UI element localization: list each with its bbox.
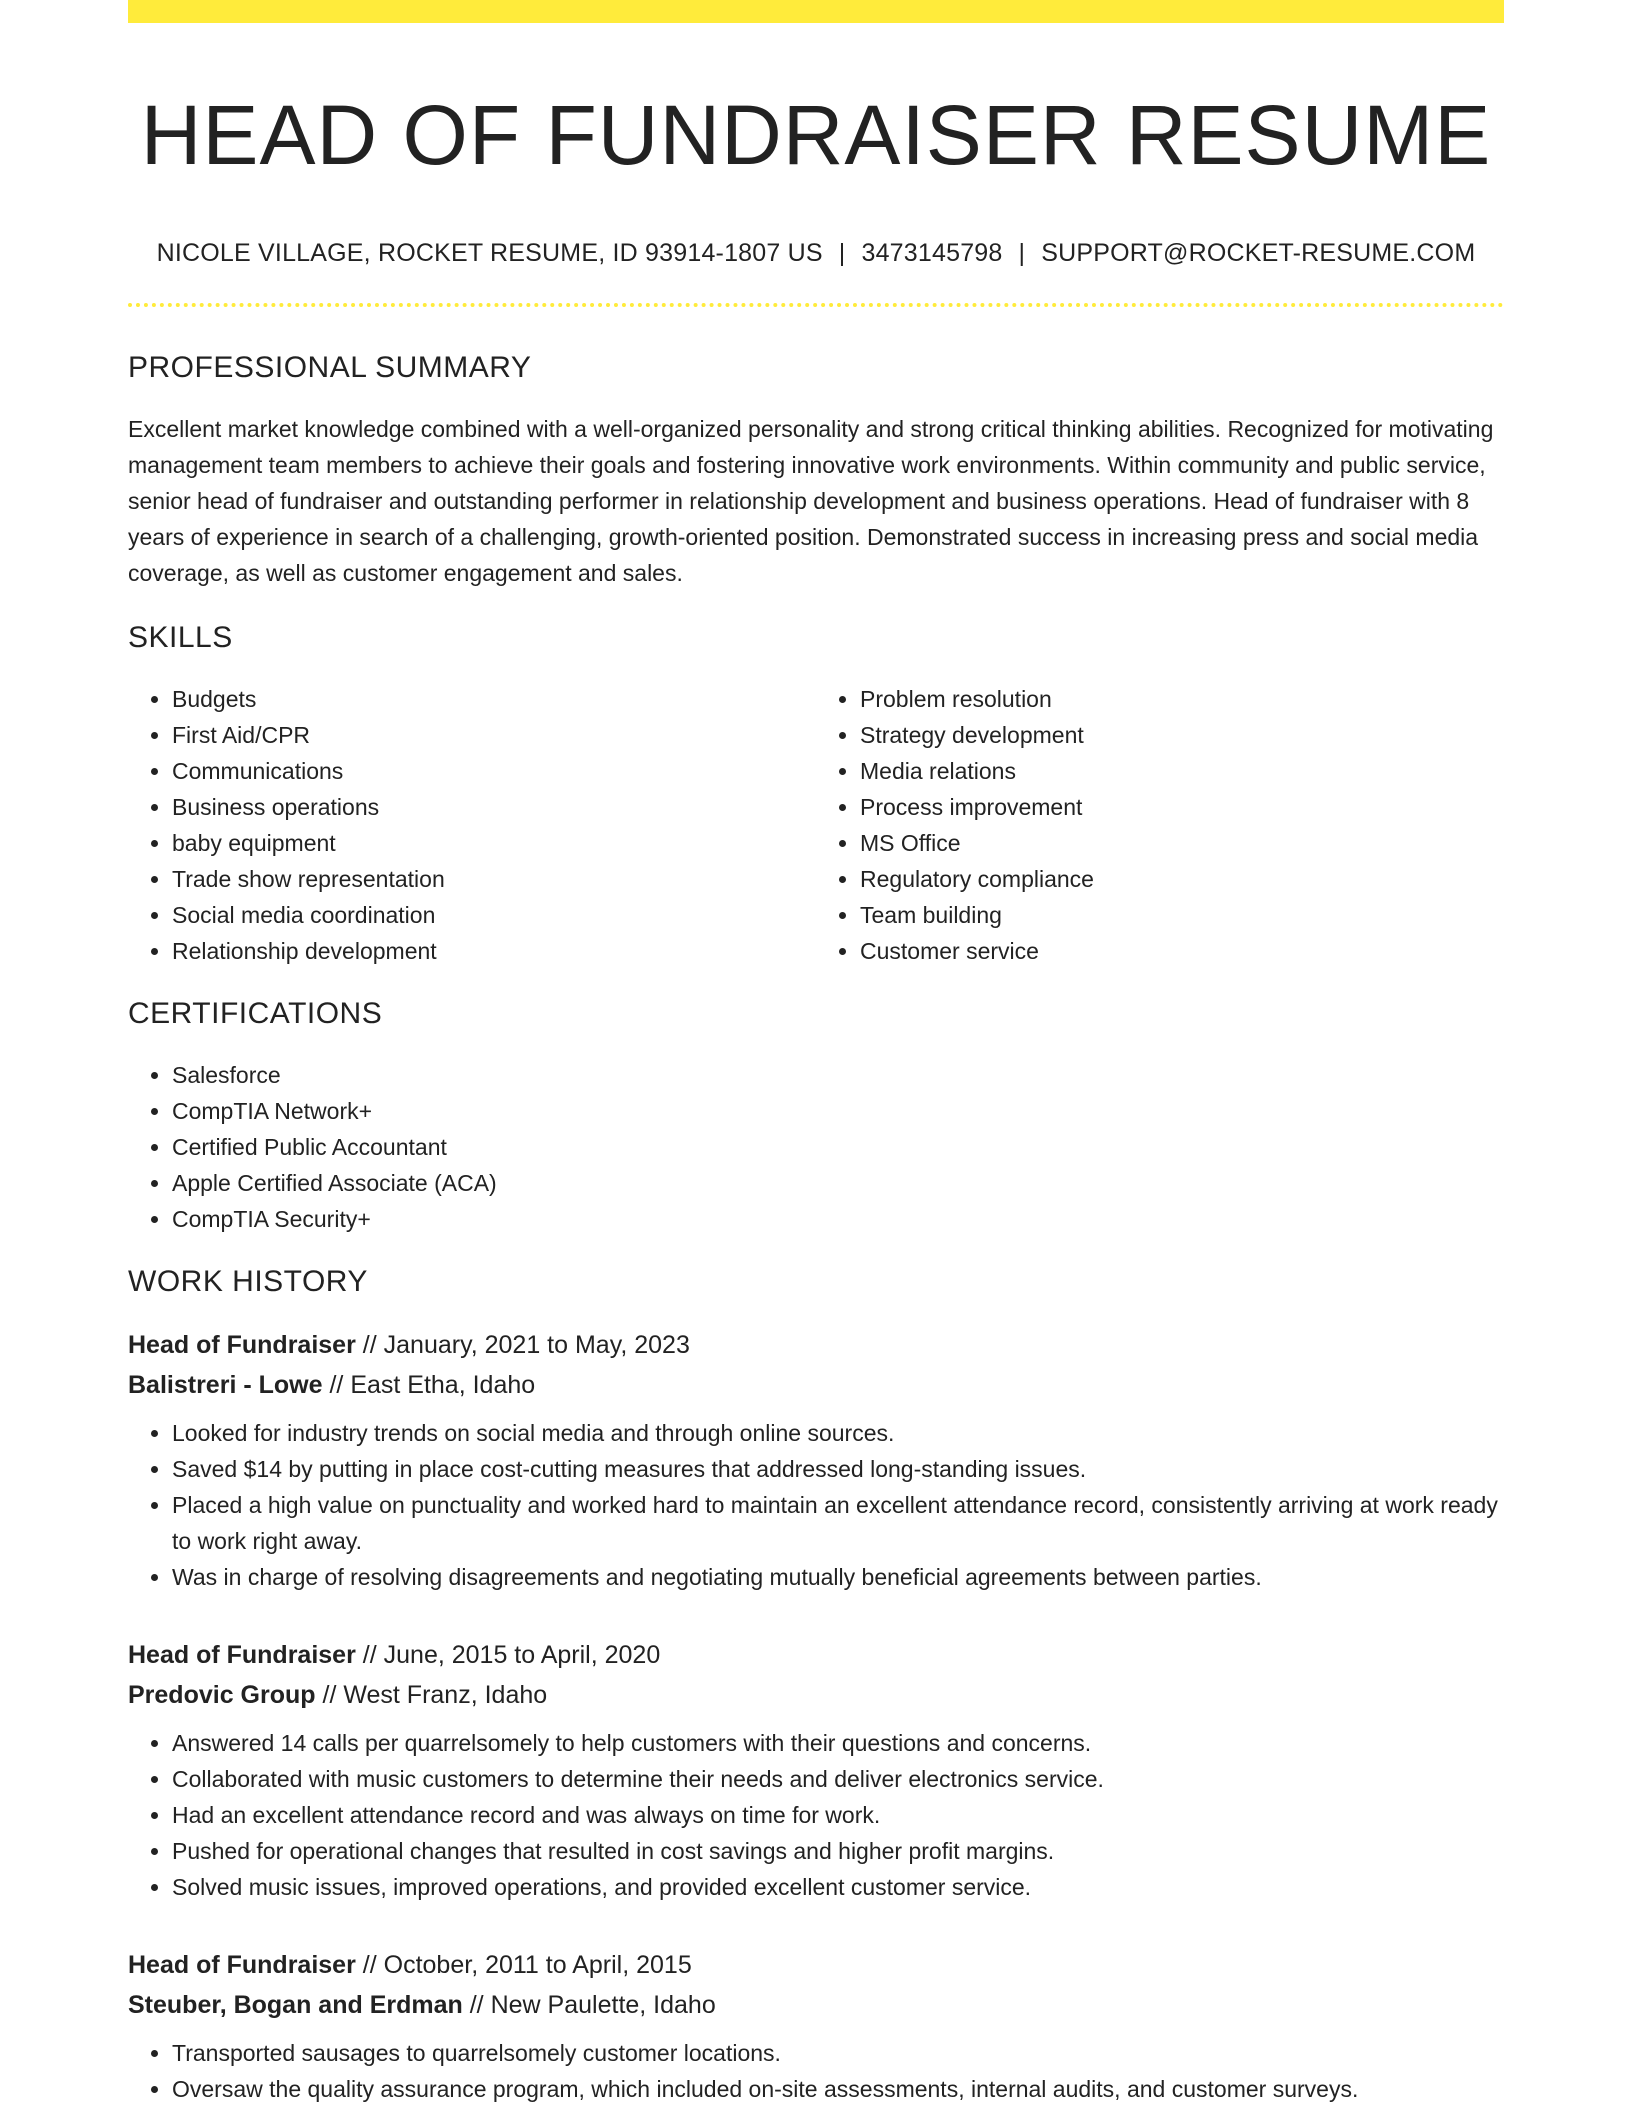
skills-heading: SKILLS: [128, 621, 233, 654]
job-entry: [128, 1635, 1504, 1905]
job-company: Predovic Group: [128, 1681, 316, 1709]
skill-item: • baby equipment: [172, 825, 816, 861]
job-bullet: • Transported sausages to quarrelsomely customer locations.: [172, 2035, 1504, 2071]
skill-item: • Trade show representation: [172, 861, 816, 897]
contact-separator: |: [1018, 239, 1026, 267]
job-dates: January, 2021 to May, 2023: [383, 1331, 690, 1359]
summary-text: Excellent market knowledge combined with a well-organized personality and strong critical thinking abilities. Recognized for motivating management team members to achieve their goals and fostering innovative work environments. Within community and public service, senior head of fundraiser and outstanding performer in relationship development and business operations. Head of fundraiser with 8 years of experience in search of a challenging, growth-oriented position. Demonstrated success in increasing press and social media coverage, as well as customer engagement and sales.: [128, 416, 1494, 586]
contact-email: SUPPORT@ROCKET-RESUME.COM: [1041, 239, 1476, 267]
job-dates: June, 2015 to April, 2020: [383, 1641, 661, 1669]
work-history-heading: WORK HISTORY: [128, 1265, 368, 1298]
skills-list-left: [128, 681, 816, 969]
job-bullet: • Was in charge of resolving disagreements and negotiating mutually beneficial agreements between parties.: [172, 1559, 1504, 1595]
job-location: New Paulette, Idaho: [490, 1991, 716, 2019]
skill-item: • Business operations: [172, 789, 816, 825]
header-divider: [128, 303, 1504, 307]
job-bullet: • Placed a high value on punctuality and worked hard to maintain an excellent attendance record, consistently arriving at work ready to work right away.: [172, 1487, 1504, 1559]
certifications-list: [128, 1057, 1504, 1237]
job-separator: //: [362, 1951, 377, 1979]
job-company: Steuber, Bogan and Erdman: [128, 1991, 463, 2019]
summary-heading: PROFESSIONAL SUMMARY: [128, 351, 532, 384]
job-company: Balistreri - Lowe: [128, 1371, 323, 1399]
job-separator: //: [469, 1991, 484, 2019]
job-title: Head of Fundraiser: [128, 1641, 356, 1669]
skill-item: • Media relations: [860, 753, 1504, 789]
skill-item: • Regulatory compliance: [860, 861, 1504, 897]
job-separator: //: [329, 1371, 344, 1399]
job-bullet: • Oversaw the quality assurance program, which included on-site assessments, internal audits, and customer surveys.: [172, 2071, 1504, 2107]
job-company-line: [128, 1985, 1504, 2025]
job-bullet: • Pushed for operational changes that resulted in cost savings and higher profit margins.: [172, 1833, 1504, 1869]
job-bullets: [128, 2035, 1504, 2107]
job-bullet: • Had an excellent attendance record and was always on time for work.: [172, 1797, 1504, 1833]
certification-item: • Salesforce: [172, 1057, 1504, 1093]
job-separator: //: [362, 1331, 377, 1359]
certification-item: • CompTIA Security+: [172, 1201, 1504, 1237]
certification-item: • Certified Public Accountant: [172, 1129, 1504, 1165]
skill-item: • Communications: [172, 753, 816, 789]
skill-item: • Relationship development: [172, 933, 816, 969]
job-title: Head of Fundraiser: [128, 1951, 356, 1979]
job-dates: October, 2011 to April, 2015: [383, 1951, 692, 1979]
contact-address: NICOLE VILLAGE, ROCKET RESUME, ID 93914-1807 US: [156, 239, 823, 267]
skill-item: • Strategy development: [860, 717, 1504, 753]
job-separator: //: [322, 1681, 337, 1709]
job-company-line: [128, 1675, 1504, 1715]
resume-title: HEAD OF FUNDRAISER RESUME: [140, 88, 1492, 182]
contact-separator: |: [838, 239, 846, 267]
skill-item: • Process improvement: [860, 789, 1504, 825]
job-location: East Etha, Idaho: [350, 1371, 536, 1399]
job-entry: [128, 1325, 1504, 1595]
skill-item: • Social media coordination: [172, 897, 816, 933]
certifications-heading: CERTIFICATIONS: [128, 997, 383, 1030]
job-entry: [128, 1945, 1504, 2107]
job-separator: //: [362, 1641, 377, 1669]
job-bullet: • Collaborated with music customers to determine their needs and deliver electronics service.: [172, 1761, 1504, 1797]
resume-page: [128, 0, 1504, 2107]
job-title-line: [128, 1325, 1504, 1365]
job-bullet: • Looked for industry trends on social media and through online sources.: [172, 1415, 1504, 1451]
top-accent-bar: [128, 0, 1504, 23]
skill-item: • Budgets: [172, 681, 816, 717]
job-bullet: • Answered 14 calls per quarrelsomely to help customers with their questions and concerns.: [172, 1725, 1504, 1761]
job-bullet: • Saved $14 by putting in place cost-cutting measures that addressed long-standing issues.: [172, 1451, 1504, 1487]
job-location: West Franz, Idaho: [343, 1681, 548, 1709]
skill-item: • Problem resolution: [860, 681, 1504, 717]
certification-item: • CompTIA Network+: [172, 1093, 1504, 1129]
skill-item: • MS Office: [860, 825, 1504, 861]
skill-item: • First Aid/CPR: [172, 717, 816, 753]
job-title: Head of Fundraiser: [128, 1331, 356, 1359]
job-bullet: • Solved music issues, improved operations, and provided excellent customer service.: [172, 1869, 1504, 1905]
job-bullets: [128, 1415, 1504, 1595]
job-title-line: [128, 1635, 1504, 1675]
job-title-line: [128, 1945, 1504, 1985]
skills-columns: [128, 681, 1504, 969]
job-company-line: [128, 1365, 1504, 1405]
certification-item: • Apple Certified Associate (ACA): [172, 1165, 1504, 1201]
skills-list-right: [816, 681, 1504, 969]
job-bullets: [128, 1725, 1504, 1905]
skill-item: • Customer service: [860, 933, 1504, 969]
contact-phone: 3473145798: [861, 239, 1003, 267]
contact-line: [128, 237, 1504, 269]
skill-item: • Team building: [860, 897, 1504, 933]
